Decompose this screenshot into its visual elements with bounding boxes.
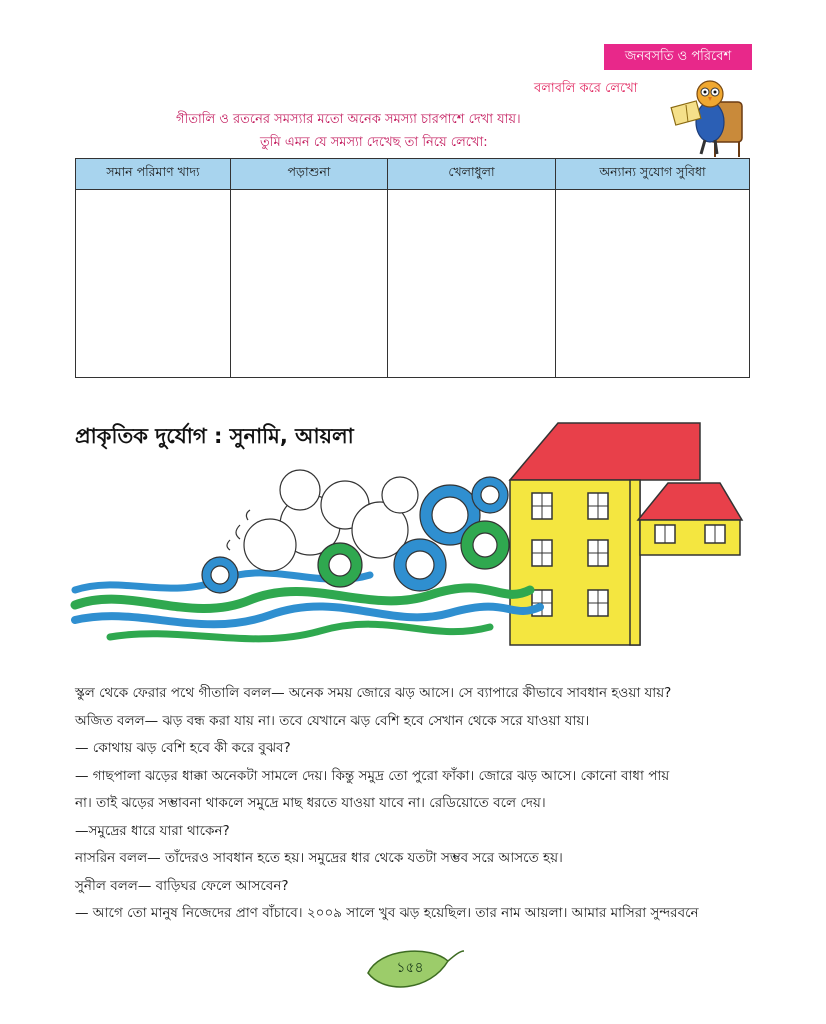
section-title: প্রাকৃতিক দুর্যোগ : সুনামি, আয়লা	[75, 424, 354, 448]
story-text	[75, 680, 765, 928]
paragraph: —সমুদ্রের ধারে যারা থাকেন?	[75, 822, 230, 839]
table-cell-food[interactable]	[76, 190, 231, 377]
owl-reading-icon	[655, 72, 750, 157]
small-house	[638, 483, 742, 555]
table-cell-study[interactable]	[231, 190, 388, 377]
activity-heading: বলাবলি করে লেখো	[534, 81, 638, 96]
paragraph: অজিত বলল— ঝড় বন্ধ করা যায় না। তবে যেখানে ঝড় বেশি হবে সেখান থেকে সরে যাওয়া যায়।	[75, 712, 590, 729]
page-number: ১৫৪	[396, 960, 424, 976]
table-cell-other-facilities[interactable]	[556, 190, 749, 377]
activity-instruction-1: গীতালি ও রতনের সমস্যার মতো অনেক সমস্যা চারপাশে দেখা যায়।	[176, 112, 521, 127]
waves	[75, 573, 540, 639]
table-header-other-facilities: অন্যান্য সুযোগ সুবিধা	[556, 159, 749, 190]
table-header-food: সমান পরিমাণ খাদ্য	[76, 159, 231, 190]
paragraph: নাসরিন বলল— তাঁদেরও সাবধান হতে হয়। সমুদ্রের ধার থেকে যতটা সম্ভব সরে আসতে হয়।	[75, 850, 563, 866]
paragraph: — কোথায় ঝড় বেশি হবে কী করে বুঝব?	[75, 740, 291, 756]
paragraph: সুনীল বলল— বাড়িঘর ফেলে আসবেন?	[75, 877, 289, 894]
paragraph: না। তাই ঝড়ের সম্ভাবনা থাকলে সমুদ্রে মাছ ধরতে যাওয়া যাবে না। রেডিয়োতে বলে দেয়।	[75, 795, 546, 811]
chapter-badge: জনবসতি ও পরিবেশ	[604, 44, 752, 70]
activity-table	[75, 158, 750, 378]
activity-instruction-2: তুমি এমন যে সমস্যা দেখেছ তা নিয়ে লেখো:	[260, 135, 488, 150]
table-header-study: পড়াশুনা	[231, 159, 388, 190]
paragraph: স্কুল থেকে ফেরার পথে গীতালি বলল— অনেক সময় জোরে ঝড় আসে। সে ব্যাপারে কীভাবে সাবধান হওয়া যায়?	[75, 685, 672, 701]
paragraph: — আগে তো মানুষ নিজেদের প্রাণ বাঁচাবে। ২০০৯ সালে খুব ঝড় হয়েছিল। তার নাম আয়লা। আমার মাসিরা সুন্দরবনে	[75, 905, 699, 921]
table-cell-play[interactable]	[388, 190, 556, 377]
paragraph: — গাছপালা ঝড়ের ধাক্কা অনেকটা সামলে দেয়। কিন্তু সমুদ্র তো পুরো ফাঁকা। জোরে ঝড় আসে। কোনো বাধা পায়	[75, 767, 670, 784]
table-header-play: খেলাধুলা	[388, 159, 556, 190]
